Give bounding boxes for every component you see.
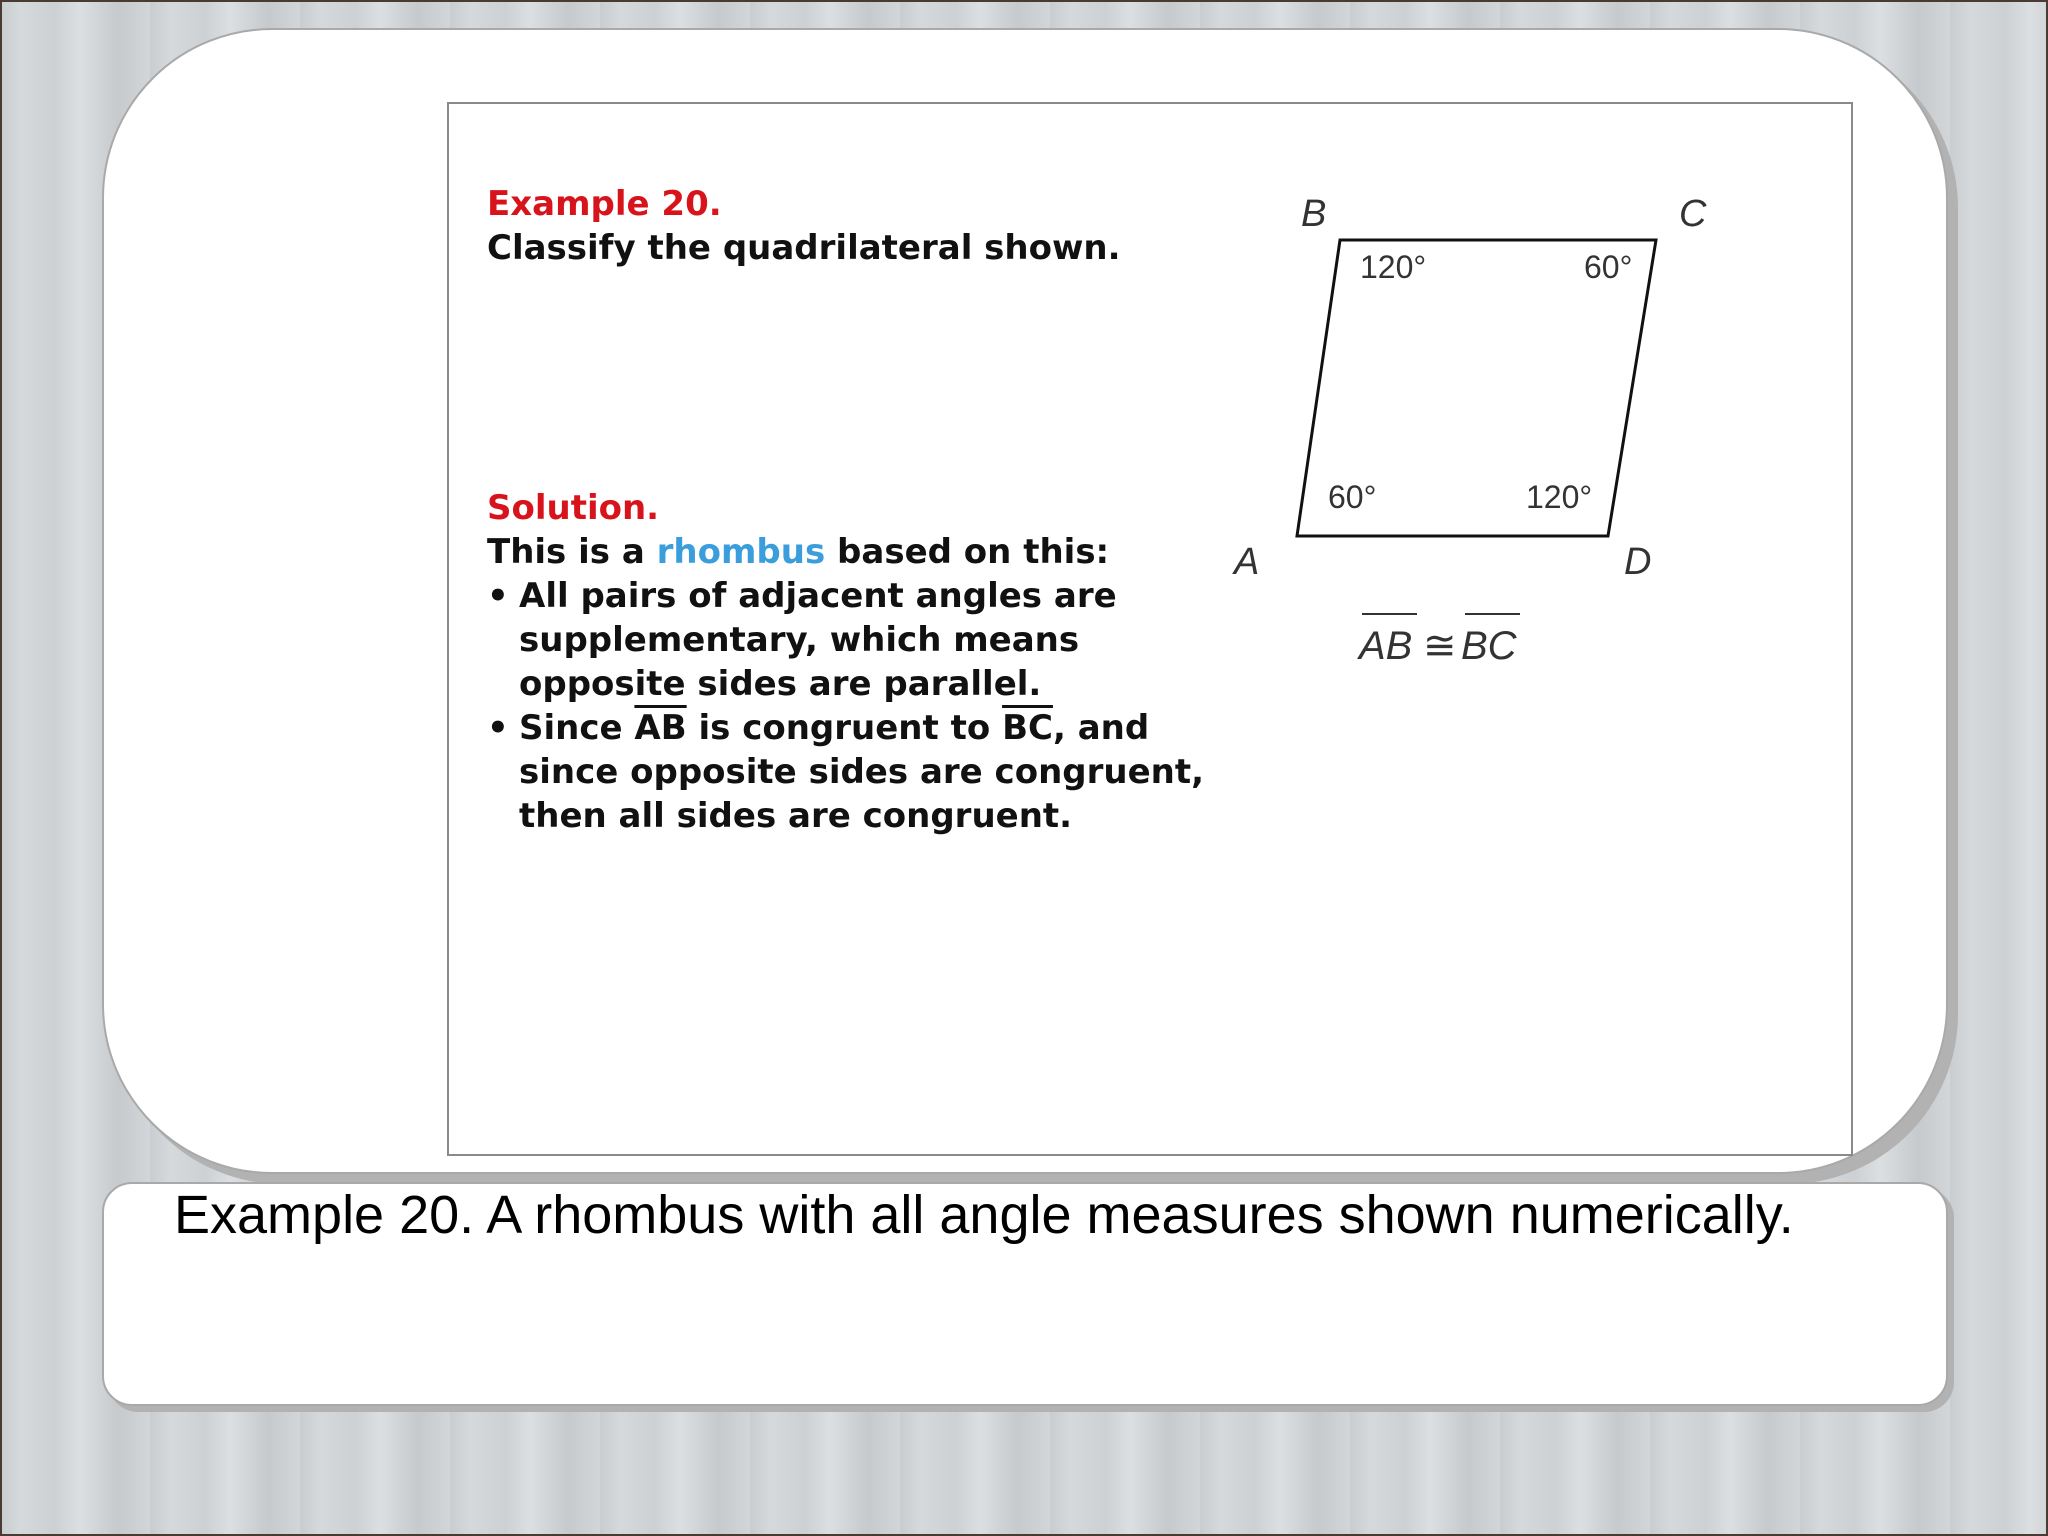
vertex-label-d: D — [1624, 541, 1652, 583]
congruence-right: BC — [1461, 624, 1517, 668]
segment-bc: $\overline{BC}$ — [1002, 708, 1053, 748]
congruence-symbol: ≅ — [1423, 624, 1457, 668]
congruence-left: AB — [1359, 624, 1413, 668]
prompt-text: Classify the quadrilateral shown. — [487, 228, 1121, 268]
solution-intro-post: based on this: — [837, 532, 1110, 572]
segment-ab: $\overline{AB}$ — [634, 708, 687, 748]
example-title: Example 20. — [487, 184, 722, 224]
rhombus-term: rhombus — [656, 532, 826, 572]
solution-intro-pre: This is a — [487, 532, 645, 572]
slide — [447, 102, 1853, 1156]
vertex-label-b: B — [1301, 193, 1327, 235]
caption-text: Example 20. A rhombus with all angle measures shown numerically. — [174, 1185, 1794, 1245]
bullet-text: All pairs of adjacent angles are supplementary, which means opposite sides are parallel. — [519, 576, 1117, 704]
vertex-label-a: A — [1234, 541, 1260, 583]
angle-label-d: 120° — [1526, 479, 1593, 515]
bullet-dot: • — [487, 708, 509, 748]
bullet2-mid: is congruent to — [698, 708, 991, 748]
bullet2-post: , and since opposite sides are congruent, then all sides are congruent. — [519, 708, 1205, 836]
caption-panel — [102, 1182, 1948, 1406]
main-panel — [102, 28, 1948, 1174]
angle-label-c: 60° — [1584, 249, 1633, 285]
angle-label-a: 60° — [1328, 479, 1377, 515]
angle-label-b: 120° — [1360, 249, 1427, 285]
rhombus-diagram — [449, 104, 1851, 1154]
solution-title: Solution. — [487, 488, 660, 528]
bullet-dot: • — [487, 576, 509, 616]
vertex-label-c: C — [1679, 193, 1707, 235]
bullet2-pre: Since — [519, 708, 623, 748]
